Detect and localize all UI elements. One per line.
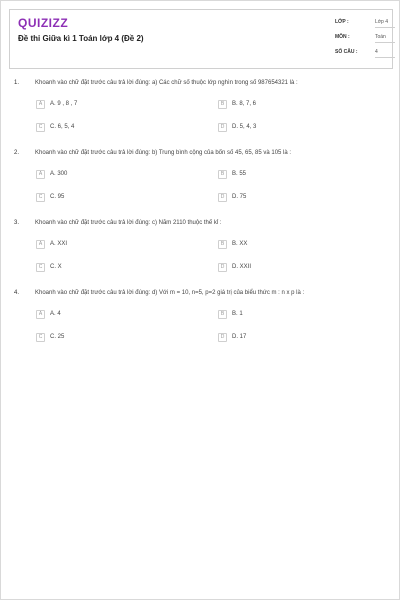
worksheet-title: Đề thi Giữa kì 1 Toán lớp 4 (Đề 2) xyxy=(18,34,144,43)
quizizz-logo: QUIZIZZ xyxy=(18,16,69,30)
option-text: B. 8, 7, 6 xyxy=(232,101,257,107)
option-letter-box[interactable]: B xyxy=(218,170,227,179)
question-text: Khoanh vào chữ đặt trước câu trả lời đúng: a) Các chữ số thuộc lớp nghìn trong số 987654321 là : xyxy=(35,80,298,86)
option-text: A. 300 xyxy=(50,171,68,177)
option-letter-box[interactable]: C xyxy=(36,333,45,342)
question-number: 1. xyxy=(14,80,20,86)
meta-label: SỐ CÂU : xyxy=(335,49,358,55)
option-letter-box[interactable]: C xyxy=(36,193,45,202)
question-number: 4. xyxy=(14,290,20,296)
question-3 xyxy=(1,220,400,290)
option-letter-box[interactable]: B xyxy=(218,100,227,109)
option-letter-box[interactable]: D xyxy=(218,263,227,272)
question-number: 2. xyxy=(14,150,20,156)
meta-row-question-count xyxy=(335,47,389,62)
question-4 xyxy=(1,290,400,360)
option-letter-box[interactable]: B xyxy=(218,240,227,249)
option-letter-box[interactable]: D xyxy=(218,193,227,202)
worksheet-meta xyxy=(335,17,389,62)
meta-row-subject xyxy=(335,32,389,47)
question-1 xyxy=(1,80,400,150)
option-text: C. 95 xyxy=(50,194,65,200)
option-letter-box[interactable]: A xyxy=(36,240,45,249)
option-letter-box[interactable]: C xyxy=(36,123,45,132)
option-text: D. 5, 4, 3 xyxy=(232,124,257,130)
meta-label: LỚP : xyxy=(335,19,349,25)
option-letter-box[interactable]: D xyxy=(218,123,227,132)
worksheet-header xyxy=(9,9,393,69)
option-letter-box[interactable]: B xyxy=(218,310,227,319)
option-text: D. 17 xyxy=(232,334,247,340)
question-text: Khoanh vào chữ đặt trước câu trả lời đúng: d) Với m = 10, n=5, p=2 giá trị của biểu thức m : n x p là : xyxy=(35,290,305,296)
meta-label: MÔN : xyxy=(335,34,350,40)
question-text: Khoanh vào chữ đặt trước câu trả lời đúng: b) Trung bình cộng của bốn số 45, 65, 85 và 105 là : xyxy=(35,150,292,156)
option-text: B. 55 xyxy=(232,171,247,177)
option-letter-box[interactable]: A xyxy=(36,100,45,109)
option-text: B. 1 xyxy=(232,311,243,317)
option-text: B. XX xyxy=(232,241,248,247)
question-text: Khoanh vào chữ đặt trước câu trả lời đúng: c) Năm 2110 thuộc thế kỉ : xyxy=(35,220,222,226)
option-text: A. XXI xyxy=(50,241,68,247)
option-text: C. 25 xyxy=(50,334,65,340)
meta-row-grade xyxy=(335,17,389,32)
option-text: A. 4 xyxy=(50,311,61,317)
option-text: C. X xyxy=(50,264,62,270)
question-2 xyxy=(1,150,400,220)
meta-value: Toán xyxy=(375,34,395,43)
option-letter-box[interactable]: A xyxy=(36,310,45,319)
question-number: 3. xyxy=(14,220,20,226)
meta-value: Lớp 4 xyxy=(375,19,395,28)
option-text: D. 75 xyxy=(232,194,247,200)
meta-value: 4 xyxy=(375,49,395,58)
option-letter-box[interactable]: C xyxy=(36,263,45,272)
option-text: D. XXII xyxy=(232,264,252,270)
option-text: C. 6, 5, 4 xyxy=(50,124,75,130)
option-letter-box[interactable]: A xyxy=(36,170,45,179)
option-letter-box[interactable]: D xyxy=(218,333,227,342)
option-text: A. 9 , 8 , 7 xyxy=(50,101,78,107)
